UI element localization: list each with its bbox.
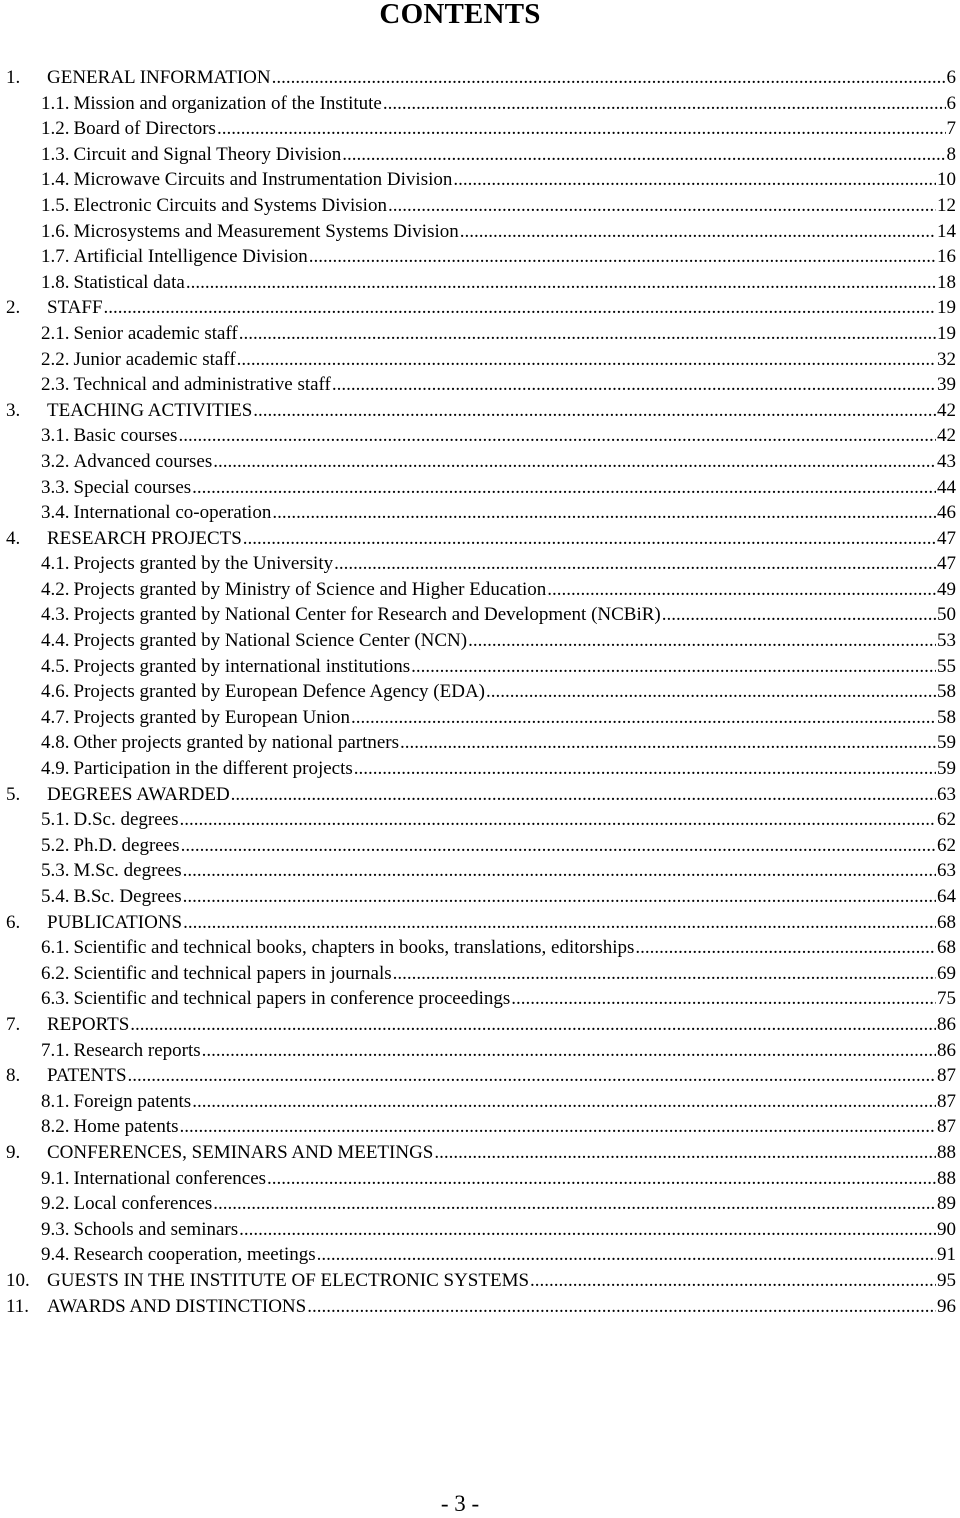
toc-entry-page: 8 [947, 142, 960, 168]
toc-dot-leader [192, 1089, 936, 1115]
page-number: - 3 - [0, 1490, 920, 1518]
toc-entry-number: 8. [0, 1063, 47, 1089]
toc-entry-page: 47 [937, 551, 960, 577]
toc-entry-number: 4.2. [0, 577, 70, 603]
toc-entry-title: Scientific and technical books, chapters in books, translations, editorships [74, 935, 635, 961]
toc-entry-page: 90 [937, 1217, 960, 1243]
toc-entry-number: 4.7. [0, 705, 70, 731]
toc-entry-number: 1.2. [0, 116, 70, 142]
toc-entry-title: TEACHING ACTIVITIES [47, 398, 252, 424]
toc-dot-leader [383, 91, 946, 117]
toc-entry-page: 68 [937, 910, 960, 936]
toc-entry-page: 58 [937, 705, 960, 731]
toc-entry-number: 6.2. [0, 961, 70, 987]
toc-entry-title: Scientific and technical papers in conference proceedings [74, 986, 511, 1012]
toc-subsection-entry[interactable] [0, 1038, 960, 1064]
toc-subsection-entry[interactable] [0, 1191, 960, 1217]
toc-entry-page: 19 [937, 321, 960, 347]
toc-entry-title: Special courses [74, 475, 192, 501]
toc-dot-leader [180, 807, 937, 833]
toc-subsection-entry[interactable] [0, 1242, 960, 1268]
toc-section-entry[interactable] [0, 1268, 960, 1294]
toc-subsection-entry[interactable] [0, 884, 960, 910]
toc-entry-title: M.Sc. degrees [74, 858, 182, 884]
toc-entry-page: 63 [937, 858, 960, 884]
toc-subsection-entry[interactable] [0, 756, 960, 782]
toc-dot-leader [130, 1012, 936, 1038]
toc-dot-leader [213, 449, 936, 475]
toc-entry-title: Other projects granted by national partners [74, 730, 400, 756]
toc-subsection-entry[interactable] [0, 321, 960, 347]
toc-entry-page: 88 [937, 1166, 960, 1192]
toc-dot-leader [237, 347, 936, 373]
toc-subsection-entry[interactable] [0, 807, 960, 833]
toc-subsection-entry[interactable] [0, 551, 960, 577]
toc-entry-number: 1.1. [0, 91, 70, 117]
toc-entry-number: 9.4. [0, 1242, 70, 1268]
toc-entry-title: STAFF [47, 295, 103, 321]
toc-dot-leader [180, 1114, 936, 1140]
toc-subsection-entry[interactable] [0, 654, 960, 680]
toc-entry-page: 69 [937, 961, 960, 987]
toc-subsection-entry[interactable] [0, 961, 960, 987]
toc-entry-page: 6 [947, 65, 960, 91]
toc-subsection-entry[interactable] [0, 705, 960, 731]
toc-entry-page: 89 [937, 1191, 960, 1217]
toc-entry-page: 10 [937, 167, 960, 193]
toc-dot-leader [411, 654, 936, 680]
toc-dot-leader [309, 244, 936, 270]
toc-entry-title: Microsystems and Measurement Systems Division [74, 219, 459, 245]
toc-dot-leader [342, 142, 945, 168]
toc-entry-number: 3.3. [0, 475, 70, 501]
toc-entry-title: Electronic Circuits and Systems Division [74, 193, 387, 219]
toc-entry-page: 42 [937, 423, 960, 449]
toc-entry-title: Schools and seminars [74, 1217, 239, 1243]
toc-entry-number: 9.1. [0, 1166, 70, 1192]
toc-dot-leader [662, 602, 936, 628]
toc-section-entry[interactable] [0, 1063, 960, 1089]
toc-entry-title: Junior academic staff [74, 347, 236, 373]
toc-dot-leader [547, 577, 936, 603]
toc-entry-page: 59 [937, 756, 960, 782]
toc-entry-title: Research reports [74, 1038, 201, 1064]
toc-dot-leader [202, 1038, 936, 1064]
toc-entry-page: 87 [937, 1114, 960, 1140]
toc-dot-leader [183, 910, 936, 936]
toc-entry-title: Senior academic staff [74, 321, 238, 347]
toc-entry-number: 9.2. [0, 1191, 70, 1217]
toc-dot-leader [181, 833, 936, 859]
toc-subsection-entry[interactable] [0, 602, 960, 628]
toc-entry-number: 1.4. [0, 167, 70, 193]
toc-entry-number: 10. [0, 1268, 47, 1294]
toc-entry-page: 59 [937, 730, 960, 756]
toc-entry-page: 7 [947, 116, 960, 142]
toc-entry-number: 4. [0, 526, 47, 552]
toc-entry-title: Circuit and Signal Theory Division [74, 142, 342, 168]
toc-section-entry[interactable] [0, 1140, 960, 1166]
toc-entry-title: REPORTS [47, 1012, 129, 1038]
toc-entry-title: Home patents [74, 1114, 179, 1140]
toc-entry-number: 4.3. [0, 602, 70, 628]
toc-section-entry[interactable] [0, 910, 960, 936]
toc-entry-number: 4.8. [0, 730, 70, 756]
toc-dot-leader [217, 116, 946, 142]
toc-entry-title: GUESTS IN THE INSTITUTE OF ELECTRONIC SYSTEMS [47, 1268, 529, 1294]
toc-dot-leader [307, 1294, 936, 1320]
toc-entry-page: 86 [937, 1012, 960, 1038]
toc-entry-page: 42 [937, 398, 960, 424]
toc-dot-leader [334, 551, 936, 577]
page-title: CONTENTS [0, 0, 920, 32]
toc-entry-title: Microwave Circuits and Instrumentation Division [74, 167, 453, 193]
toc-entry-title: Local conferences [74, 1191, 213, 1217]
toc-section-entry[interactable] [0, 782, 960, 808]
toc-entry-number: 9. [0, 1140, 47, 1166]
toc-subsection-entry[interactable] [0, 679, 960, 705]
toc-entry-number: 5.4. [0, 884, 70, 910]
toc-subsection-entry[interactable] [0, 986, 960, 1012]
toc-subsection-entry[interactable] [0, 1114, 960, 1140]
toc-entry-page: 58 [937, 679, 960, 705]
toc-entry-number: 4.4. [0, 628, 70, 654]
toc-entry-title: GENERAL INFORMATION [47, 65, 271, 91]
toc-entry-number: 1.6. [0, 219, 70, 245]
toc-section-entry[interactable] [0, 398, 960, 424]
toc-entry-number: 11. [0, 1294, 47, 1320]
toc-entry-number: 1. [0, 65, 47, 91]
toc-dot-leader [272, 65, 946, 91]
toc-dot-leader [178, 423, 936, 449]
toc-entry-number: 6.1. [0, 935, 70, 961]
toc-entry-page: 64 [937, 884, 960, 910]
toc-entry-number: 3.4. [0, 500, 70, 526]
toc-entry-page: 12 [937, 193, 960, 219]
toc-section-entry[interactable] [0, 65, 960, 91]
toc-entry-number: 6.3. [0, 986, 70, 1012]
toc-entry-page: 95 [937, 1268, 960, 1294]
toc-entry-number: 3.1. [0, 423, 70, 449]
toc-entry-page: 75 [937, 986, 960, 1012]
toc-dot-leader [317, 1242, 936, 1268]
toc-entry-number: 4.9. [0, 756, 70, 782]
toc-dot-leader [635, 935, 936, 961]
toc-entry-number: 4.6. [0, 679, 70, 705]
toc-entry-page: 18 [937, 270, 960, 296]
toc-entry-page: 16 [937, 244, 960, 270]
toc-entry-number: 5.2. [0, 833, 70, 859]
toc-entry-number: 1.7. [0, 244, 70, 270]
toc-subsection-entry[interactable] [0, 91, 960, 117]
toc-entry-title: D.Sc. degrees [74, 807, 179, 833]
toc-dot-leader [388, 193, 936, 219]
toc-entry-number: 4.5. [0, 654, 70, 680]
toc-entry-page: 46 [937, 500, 960, 526]
toc-subsection-entry[interactable] [0, 577, 960, 603]
toc-entry-number: 1.3. [0, 142, 70, 168]
table-of-contents [0, 65, 960, 1319]
toc-entry-number: 8.2. [0, 1114, 70, 1140]
toc-entry-title: CONFERENCES, SEMINARS AND MEETINGS [47, 1140, 433, 1166]
toc-dot-leader [243, 526, 936, 552]
toc-entry-page: 6 [947, 91, 960, 117]
toc-subsection-entry[interactable] [0, 449, 960, 475]
toc-dot-leader [511, 986, 936, 1012]
toc-entry-title: Projects granted by the University [74, 551, 334, 577]
toc-dot-leader [530, 1268, 936, 1294]
toc-entry-title: Basic courses [74, 423, 178, 449]
toc-dot-leader [186, 270, 936, 296]
toc-subsection-entry[interactable] [0, 475, 960, 501]
toc-entry-title: Board of Directors [74, 116, 216, 142]
toc-entry-title: PATENTS [47, 1063, 127, 1089]
toc-entry-title: Research cooperation, meetings [74, 1242, 316, 1268]
toc-entry-title: Statistical data [74, 270, 185, 296]
toc-entry-title: Participation in the different projects [74, 756, 353, 782]
toc-dot-leader [486, 679, 936, 705]
toc-dot-leader [453, 167, 936, 193]
toc-subsection-entry[interactable] [0, 244, 960, 270]
toc-subsection-entry[interactable] [0, 628, 960, 654]
toc-entry-number: 2.3. [0, 372, 70, 398]
toc-section-entry[interactable] [0, 526, 960, 552]
toc-entry-page: 86 [937, 1038, 960, 1064]
toc-subsection-entry[interactable] [0, 833, 960, 859]
toc-entry-number: 9.3. [0, 1217, 70, 1243]
toc-entry-number: 5.1. [0, 807, 70, 833]
toc-dot-leader [253, 398, 936, 424]
toc-entry-number: 6. [0, 910, 47, 936]
toc-section-entry[interactable] [0, 1294, 960, 1320]
toc-entry-title: RESEARCH PROJECTS [47, 526, 242, 552]
toc-entry-title: Scientific and technical papers in journals [74, 961, 392, 987]
toc-subsection-entry[interactable] [0, 935, 960, 961]
toc-entry-title: Ph.D. degrees [74, 833, 180, 859]
toc-entry-page: 68 [937, 935, 960, 961]
toc-entry-title: International conferences [74, 1166, 267, 1192]
toc-dot-leader [128, 1063, 936, 1089]
toc-entry-number: 3. [0, 398, 47, 424]
toc-subsection-entry[interactable] [0, 858, 960, 884]
toc-dot-leader [332, 372, 936, 398]
toc-subsection-entry[interactable] [0, 1089, 960, 1115]
toc-dot-leader [104, 295, 936, 321]
toc-dot-leader [183, 884, 936, 910]
toc-dot-leader [192, 475, 936, 501]
toc-dot-leader [272, 500, 936, 526]
toc-entry-page: 53 [937, 628, 960, 654]
toc-entry-page: 87 [937, 1089, 960, 1115]
toc-entry-title: Projects granted by National Center for Research and Development (NCBiR) [74, 602, 661, 628]
toc-subsection-entry[interactable] [0, 372, 960, 398]
toc-dot-leader [267, 1166, 936, 1192]
toc-entry-page: 44 [937, 475, 960, 501]
toc-entry-page: 91 [937, 1242, 960, 1268]
toc-dot-leader [400, 730, 936, 756]
toc-subsection-entry[interactable] [0, 167, 960, 193]
toc-dot-leader [231, 782, 936, 808]
toc-entry-number: 7. [0, 1012, 47, 1038]
toc-entry-title: Projects granted by Ministry of Science and Higher Education [74, 577, 547, 603]
toc-entry-title: B.Sc. Degrees [74, 884, 182, 910]
toc-entry-number: 2.1. [0, 321, 70, 347]
toc-entry-page: 19 [937, 295, 960, 321]
toc-section-entry[interactable] [0, 295, 960, 321]
toc-subsection-entry[interactable] [0, 423, 960, 449]
toc-subsection-entry[interactable] [0, 1166, 960, 1192]
toc-entry-page: 39 [937, 372, 960, 398]
toc-entry-number: 1.5. [0, 193, 70, 219]
toc-subsection-entry[interactable] [0, 1217, 960, 1243]
toc-entry-page: 88 [937, 1140, 960, 1166]
toc-entry-number: 4.1. [0, 551, 70, 577]
toc-dot-leader [239, 1217, 936, 1243]
toc-entry-number: 5.3. [0, 858, 70, 884]
toc-entry-title: Projects granted by European Union [74, 705, 350, 731]
toc-entry-number: 7.1. [0, 1038, 70, 1064]
toc-dot-leader [351, 705, 936, 731]
toc-dot-leader [434, 1140, 936, 1166]
toc-entry-title: Advanced courses [74, 449, 213, 475]
toc-dot-leader [468, 628, 936, 654]
toc-entry-title: AWARDS AND DISTINCTIONS [47, 1294, 306, 1320]
toc-entry-title: Projects granted by European Defence Agency (EDA) [74, 679, 486, 705]
toc-entry-title: Mission and organization of the Institute [74, 91, 382, 117]
toc-subsection-entry[interactable] [0, 219, 960, 245]
toc-entry-page: 47 [937, 526, 960, 552]
toc-dot-leader [183, 858, 936, 884]
toc-entry-page: 43 [937, 449, 960, 475]
toc-dot-leader [393, 961, 936, 987]
toc-dot-leader [239, 321, 936, 347]
toc-dot-leader [213, 1191, 936, 1217]
toc-entry-title: Artificial Intelligence Division [74, 244, 308, 270]
toc-entry-title: PUBLICATIONS [47, 910, 182, 936]
toc-entry-number: 8.1. [0, 1089, 70, 1115]
toc-entry-title: Projects granted by international institutions [74, 654, 411, 680]
toc-entry-page: 87 [937, 1063, 960, 1089]
toc-subsection-entry[interactable] [0, 730, 960, 756]
toc-dot-leader [460, 219, 936, 245]
toc-entry-page: 14 [937, 219, 960, 245]
toc-entry-page: 49 [937, 577, 960, 603]
toc-subsection-entry[interactable] [0, 270, 960, 296]
toc-entry-page: 55 [937, 654, 960, 680]
toc-entry-title: DEGREES AWARDED [47, 782, 230, 808]
toc-dot-leader [354, 756, 936, 782]
toc-entry-page: 50 [937, 602, 960, 628]
toc-entry-page: 63 [937, 782, 960, 808]
toc-subsection-entry[interactable] [0, 193, 960, 219]
toc-subsection-entry[interactable] [0, 500, 960, 526]
toc-entry-page: 96 [937, 1294, 960, 1320]
toc-entry-title: International co-operation [74, 500, 272, 526]
toc-entry-number: 2.2. [0, 347, 70, 373]
toc-section-entry[interactable] [0, 1012, 960, 1038]
toc-entry-title: Foreign patents [74, 1089, 192, 1115]
toc-entry-page: 62 [937, 807, 960, 833]
toc-entry-number: 5. [0, 782, 47, 808]
toc-entry-number: 1.8. [0, 270, 70, 296]
toc-entry-number: 3.2. [0, 449, 70, 475]
toc-entry-page: 32 [937, 347, 960, 373]
toc-subsection-entry[interactable] [0, 116, 960, 142]
toc-entry-title: Projects granted by National Science Center (NCN) [74, 628, 468, 654]
toc-subsection-entry[interactable] [0, 347, 960, 373]
toc-entry-page: 62 [937, 833, 960, 859]
toc-entry-number: 2. [0, 295, 47, 321]
toc-entry-title: Technical and administrative staff [74, 372, 331, 398]
toc-subsection-entry[interactable] [0, 142, 960, 168]
